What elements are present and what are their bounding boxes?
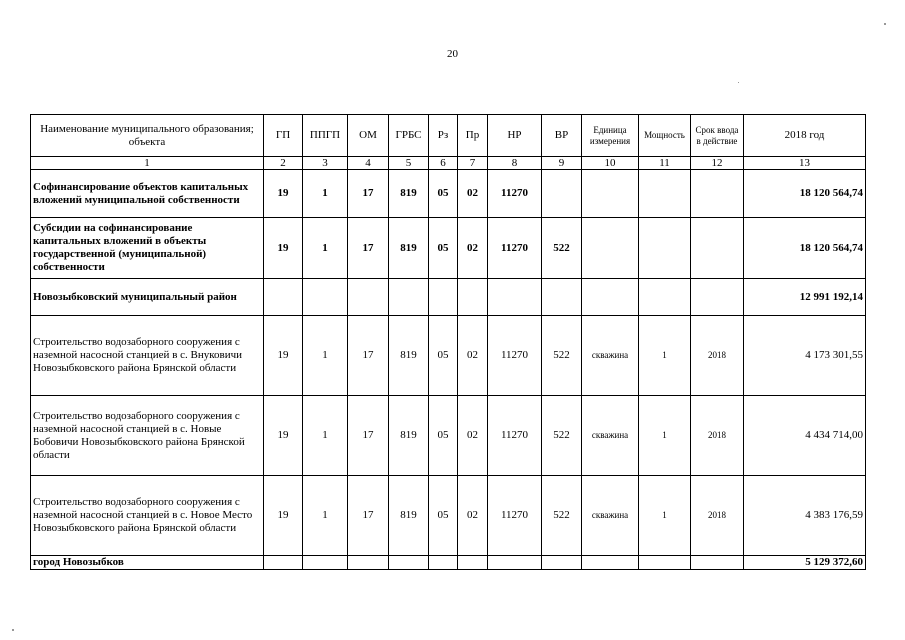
- row-rz: 05: [429, 170, 458, 218]
- row-nr: 11270: [488, 476, 542, 556]
- table-row: [31, 218, 866, 279]
- row-grbs: [389, 279, 429, 316]
- row-pr: 02: [458, 170, 488, 218]
- row-term: [691, 279, 744, 316]
- header-unit: Единица измерения: [582, 115, 639, 157]
- row-nr: 11270: [488, 316, 542, 396]
- row-ppgp: 1: [303, 476, 348, 556]
- row-name: Софинансирование объектов капитальных вложений муниципальной собственности: [31, 170, 264, 218]
- row-nr: 11270: [488, 170, 542, 218]
- row-gp: 19: [264, 170, 303, 218]
- row-name: Строительство водозаборного сооружения с наземной насосной станцией в с. Новые Бобовичи Новозыбковского района Брянской области: [31, 396, 264, 476]
- row-unit: [582, 556, 639, 570]
- row-vr: [542, 170, 582, 218]
- row-grbs: [389, 556, 429, 570]
- row-vr: 522: [542, 476, 582, 556]
- row-gp: 19: [264, 396, 303, 476]
- row-unit: скважина: [582, 396, 639, 476]
- header-term: Срок ввода в действие: [691, 115, 744, 157]
- header-year: 2018 год: [744, 115, 866, 157]
- page-number: 20: [447, 48, 458, 60]
- row-om: [348, 556, 389, 570]
- colnum: 8: [488, 157, 542, 170]
- colnum: 9: [542, 157, 582, 170]
- row-pr: 02: [458, 396, 488, 476]
- row-om: [348, 279, 389, 316]
- table-row: [31, 170, 866, 218]
- row-term: 2018: [691, 396, 744, 476]
- row-term: [691, 170, 744, 218]
- header-rz: Рз: [429, 115, 458, 157]
- row-capacity: 1: [639, 396, 691, 476]
- row-pr: 02: [458, 218, 488, 279]
- row-amount: 12 991 192,14: [744, 279, 866, 316]
- row-capacity: 1: [639, 476, 691, 556]
- row-pr: 02: [458, 316, 488, 396]
- row-amount: 18 120 564,74: [744, 170, 866, 218]
- table-row: [31, 316, 866, 396]
- table-row: [31, 476, 866, 556]
- row-rz: [429, 279, 458, 316]
- row-amount: 18 120 564,74: [744, 218, 866, 279]
- row-nr: [488, 556, 542, 570]
- row-name: город Новозыбков: [31, 556, 264, 570]
- row-gp: 19: [264, 218, 303, 279]
- row-capacity: 1: [639, 316, 691, 396]
- header-pr: Пр: [458, 115, 488, 157]
- row-nr: 11270: [488, 218, 542, 279]
- row-rz: [429, 556, 458, 570]
- row-amount: 4 434 714,00: [744, 396, 866, 476]
- row-capacity: [639, 279, 691, 316]
- row-grbs: 819: [389, 476, 429, 556]
- row-ppgp: [303, 556, 348, 570]
- header-row: [31, 115, 866, 157]
- row-rz: 05: [429, 396, 458, 476]
- row-term: 2018: [691, 476, 744, 556]
- row-unit: [582, 170, 639, 218]
- row-ppgp: 1: [303, 396, 348, 476]
- row-om: 17: [348, 218, 389, 279]
- row-amount: 4 383 176,59: [744, 476, 866, 556]
- header-gp: ГП: [264, 115, 303, 157]
- row-grbs: 819: [389, 170, 429, 218]
- row-term: 2018: [691, 316, 744, 396]
- row-grbs: 819: [389, 218, 429, 279]
- row-name: Субсидии на софинансирование капитальных вложений в объекты государственной (муниципальной) собственности: [31, 218, 264, 279]
- table-row: [31, 396, 866, 476]
- row-amount: 4 173 301,55: [744, 316, 866, 396]
- scan-speck: [884, 23, 886, 25]
- colnum: 1: [31, 157, 264, 170]
- row-rz: 05: [429, 316, 458, 396]
- table-row: [31, 279, 866, 316]
- row-nr: [488, 279, 542, 316]
- row-capacity: [639, 170, 691, 218]
- row-ppgp: 1: [303, 170, 348, 218]
- colnum: 4: [348, 157, 389, 170]
- row-term: [691, 218, 744, 279]
- row-vr: 522: [542, 396, 582, 476]
- header-ppgp: ППГП: [303, 115, 348, 157]
- row-ppgp: 1: [303, 218, 348, 279]
- header-om: ОМ: [348, 115, 389, 157]
- row-pr: [458, 556, 488, 570]
- row-unit: скважина: [582, 316, 639, 396]
- header-vr: ВР: [542, 115, 582, 157]
- row-pr: 02: [458, 476, 488, 556]
- column-number-row: [31, 157, 866, 170]
- colnum: 5: [389, 157, 429, 170]
- colnum: 7: [458, 157, 488, 170]
- colnum: 12: [691, 157, 744, 170]
- row-name: Строительство водозаборного сооружения с наземной насосной станцией в с. Внуковичи Новозыбковского района Брянской области: [31, 316, 264, 396]
- row-vr: [542, 279, 582, 316]
- colnum: 6: [429, 157, 458, 170]
- row-ppgp: [303, 279, 348, 316]
- row-ppgp: 1: [303, 316, 348, 396]
- row-om: 17: [348, 396, 389, 476]
- colnum: 11: [639, 157, 691, 170]
- row-om: 17: [348, 316, 389, 396]
- row-rz: 05: [429, 476, 458, 556]
- header-name: Наименование муниципального образования; объекта: [31, 115, 264, 157]
- row-gp: [264, 279, 303, 316]
- row-unit: скважина: [582, 476, 639, 556]
- row-gp: 19: [264, 476, 303, 556]
- row-name: Строительство водозаборного сооружения с наземной насосной станцией в с. Новое Место Новозыбковского района Брянской области: [31, 476, 264, 556]
- scan-speck: [738, 82, 739, 83]
- colnum: 10: [582, 157, 639, 170]
- row-rz: 05: [429, 218, 458, 279]
- row-grbs: 819: [389, 316, 429, 396]
- colnum: 3: [303, 157, 348, 170]
- scan-speck: [12, 629, 14, 631]
- row-name: Новозыбковский муниципальный район: [31, 279, 264, 316]
- table-row: [31, 556, 866, 570]
- row-om: 17: [348, 476, 389, 556]
- row-unit: [582, 279, 639, 316]
- row-unit: [582, 218, 639, 279]
- header-nr: НР: [488, 115, 542, 157]
- row-term: [691, 556, 744, 570]
- row-om: 17: [348, 170, 389, 218]
- row-gp: 19: [264, 316, 303, 396]
- row-vr: 522: [542, 316, 582, 396]
- header-capacity: Мощность: [639, 115, 691, 157]
- row-amount: 5 129 372,60: [744, 556, 866, 570]
- header-grbs: ГРБС: [389, 115, 429, 157]
- row-nr: 11270: [488, 396, 542, 476]
- row-capacity: [639, 556, 691, 570]
- colnum: 2: [264, 157, 303, 170]
- colnum: 13: [744, 157, 866, 170]
- row-gp: [264, 556, 303, 570]
- budget-table: [30, 114, 866, 570]
- row-pr: [458, 279, 488, 316]
- row-vr: [542, 556, 582, 570]
- row-vr: 522: [542, 218, 582, 279]
- row-capacity: [639, 218, 691, 279]
- row-grbs: 819: [389, 396, 429, 476]
